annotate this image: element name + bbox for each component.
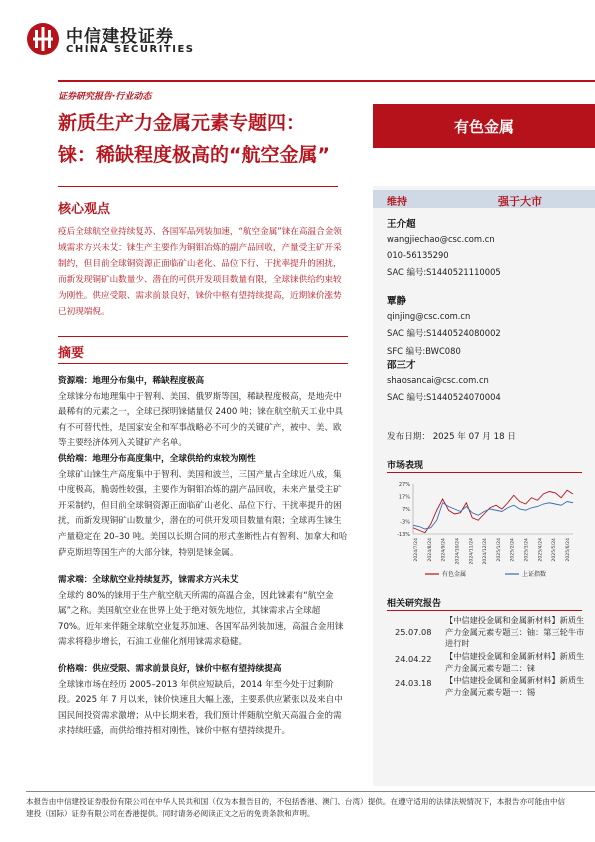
brand-logo	[26, 20, 211, 72]
related-reports-title: 相关研究报告	[387, 599, 442, 609]
core-view-title: 核心观点	[58, 202, 111, 217]
core-view-text: 疫后全球航空业持续复苏、各国军品列装加速，“航空金属”铼在高温合金领域需求方兴未艾：铼生产主要作为铜钼冶炼的副产品回收，产量受主矿开采制约，但目前全球铜资源正面临矿山老化、品位下行、干扰率提升的困扰，而新发现铜矿山数量少、潜在的可供开发项目数量有限，全球铼供给约束较为刚性。供应受限、需求前景良好，铼价中枢有望持续提高，近期铼价涨势已初现端倪。	[58, 227, 342, 317]
sector-badge: 有色金属	[373, 104, 595, 148]
analyst-email[interactable]: wangjiechao@csc.com.cn	[387, 234, 495, 244]
analyst-email[interactable]: qinjing@csc.com.cn	[387, 311, 471, 321]
report-type: 证券研究报告·行业动态	[58, 92, 152, 102]
paragraph-text: 全球铼分布地理集中于智利、美国、俄罗斯等国，稀缺程度极高，是地壳中最稀有的元素之一，全球已探明铼储量仅 2400 吨；铼在航空航天工业中具有不可替代性，是国家安全和军事战略必不可少的关键矿产，被中、美、欧等主要经济体列入关键矿产名单。	[58, 391, 344, 449]
y-tick-label: 17%	[398, 494, 410, 501]
legend-label: 有色金属	[442, 571, 467, 578]
y-tick-label: 27%	[398, 482, 410, 488]
paragraph-lead: 需求端：全球航空业持续复苏，铼需求方兴未艾	[58, 575, 239, 585]
analyst-block	[387, 293, 501, 357]
summary-paragraph-supply	[58, 452, 348, 561]
analyst-name: 邵三才	[387, 360, 416, 371]
sidebar-divider	[387, 472, 582, 473]
summary-paragraph-resource	[58, 374, 348, 452]
analyst-name: 覃静	[387, 296, 407, 307]
paragraph-text: 全球铼市场在经历 2005–2013 年供应短缺后，2014 年至今处于过剩阶段。2025 年 7 月以来，铼价快速且大幅上涨，主要系供应紧张以及来自中国民间投资需求激增；从中长期来看，我们预计伴随航空航天高温合金的需求持续旺盛，而供给维持相对刚性，铼价中枢有望持续提升。	[58, 679, 343, 737]
market-performance-chart	[383, 476, 583, 584]
related-report-title[interactable]: 【中信建投金属和金属新材料】新质生产力金属元素专题二：铼	[445, 651, 585, 673]
x-tick-label: 2024/10/24	[455, 538, 461, 565]
legend-label: 上证指数	[522, 571, 547, 578]
publish-date: 发布日期： 2025 年 07 月 18 日	[387, 432, 516, 442]
title-divider	[58, 186, 338, 187]
x-tick-label: 2024/11/24	[469, 538, 475, 565]
paragraph-text: 全球约 80%的铼用于生产航空航天所需的高温合金，因此铼素有“航空金属”之称。美国航空业在世界上处于绝对领先地位，其铼需求占全球超 70%。近年来伴随全球航空业复苏加速、各国军品列装加速，高温合金用铼需求将稳步增长，石油工业催化剂用铼需求稳健。	[58, 590, 344, 648]
report-title-line2: 铼：稀缺程度极高的“航空金属”	[58, 144, 330, 166]
summary-paragraph-price	[58, 662, 348, 740]
x-tick-label: 2025/4/24	[538, 538, 544, 562]
x-tick-label: 2024/8/24	[427, 538, 433, 562]
analyst-email[interactable]: shaosancai@csc.com.cn	[387, 375, 489, 385]
x-tick-label: 2025/5/24	[552, 538, 558, 562]
analyst-cert: SAC 编号:S1440521110005	[387, 267, 501, 277]
series-line	[413, 502, 573, 530]
x-tick-label: 2025/3/24	[524, 538, 530, 562]
related-report-date: 24.04.22	[395, 654, 432, 664]
related-report-title[interactable]: 【中信建投金属和金属新材料】新质生产力金属元素专题一：锡	[445, 675, 585, 697]
x-tick-label: 2025/6/24	[566, 538, 571, 562]
rating-action: 维持	[387, 197, 407, 208]
brand-name-en: CHINA SECURITIES	[66, 44, 195, 55]
paragraph-lead: 价格端：供应受限、需求前景良好，铼价中枢有望持续提高	[58, 664, 282, 674]
paragraph-text: 全球矿山铼生产高度集中于智利、美国和波兰，三国产量占全球近八成，集中度极高，脆弱性较强，主要作为铜钼冶炼的副产品回收，未来产量受主矿开采制约，但目前全球铜资源正面临矿山老化、品位下行、干扰率提升的困扰，而新发现铜矿山数量少，潜在的可供开发项目数量有限；全球再生铼生产量稳定在 20–30 吨。美国以长期合同的形式垄断性占有智利、加拿大和哈萨克斯坦等国生产的大部分铼，特别是铼金属。	[58, 469, 348, 558]
y-tick-label: -13%	[397, 532, 410, 538]
x-tick-label: 2025/1/24	[496, 538, 502, 562]
series-line	[413, 490, 573, 533]
x-tick-label: 2024/9/24	[441, 538, 447, 562]
paragraph-lead: 供给端：地理分布高度集中，全球供给约束较为刚性	[58, 454, 256, 464]
x-tick-label: 2024/7/24	[414, 538, 419, 562]
summary-title: 摘要	[58, 346, 85, 361]
brand-mark-icon	[26, 22, 60, 56]
section-divider	[58, 363, 348, 364]
disclaimer-footer: 本报告由中信建投证券股份有限公司在中华人民共和国（仅为本报告目的，不包括香港、澳门、台湾）提供。在遵守适用的法律法规情况下，本报告亦可能由中信建投（国际）证券有限公司在香港提供。同时请务必阅读正文之后的免责条款和声明。	[26, 797, 566, 818]
analyst-phone: 010-56135290	[387, 250, 449, 260]
analyst-cert: SAC 编号:S1440524080002	[387, 328, 501, 338]
analyst-cert: SAC 编号:S1440524070004	[387, 392, 501, 402]
rating-value: 强于大市	[498, 195, 542, 208]
x-tick-label: 2025/2/24	[510, 538, 516, 562]
sidebar-divider	[387, 610, 582, 611]
y-tick-label: 7%	[402, 507, 410, 513]
footer-divider	[26, 791, 595, 792]
x-tick-label: 2024/12/24	[483, 538, 489, 565]
analyst-block	[387, 216, 501, 278]
related-report-title[interactable]: 【中信建投金属和金属新材料】新质生产力金属元素专题三：铀：第三轮牛市进行时	[445, 615, 585, 648]
analyst-block	[387, 357, 501, 403]
header-divider	[58, 80, 595, 82]
paragraph-lead: 资源端：地理分布集中，稀缺程度极高	[58, 376, 205, 386]
report-title-line1: 新质生产力金属元素专题四：	[58, 112, 306, 134]
section-divider	[58, 336, 348, 337]
analyst-name: 王介超	[387, 219, 416, 230]
brand-name-cn: 中信建投证券	[66, 27, 174, 47]
analyst-cert-sfc: SFC 编号:BWC080	[387, 346, 461, 356]
market-performance-title: 市场表现	[387, 461, 424, 471]
related-report-date: 24.03.18	[395, 678, 432, 688]
related-report-date: 25.07.08	[395, 627, 432, 637]
y-tick-label: -3%	[400, 519, 410, 526]
summary-paragraph-demand	[58, 573, 348, 651]
